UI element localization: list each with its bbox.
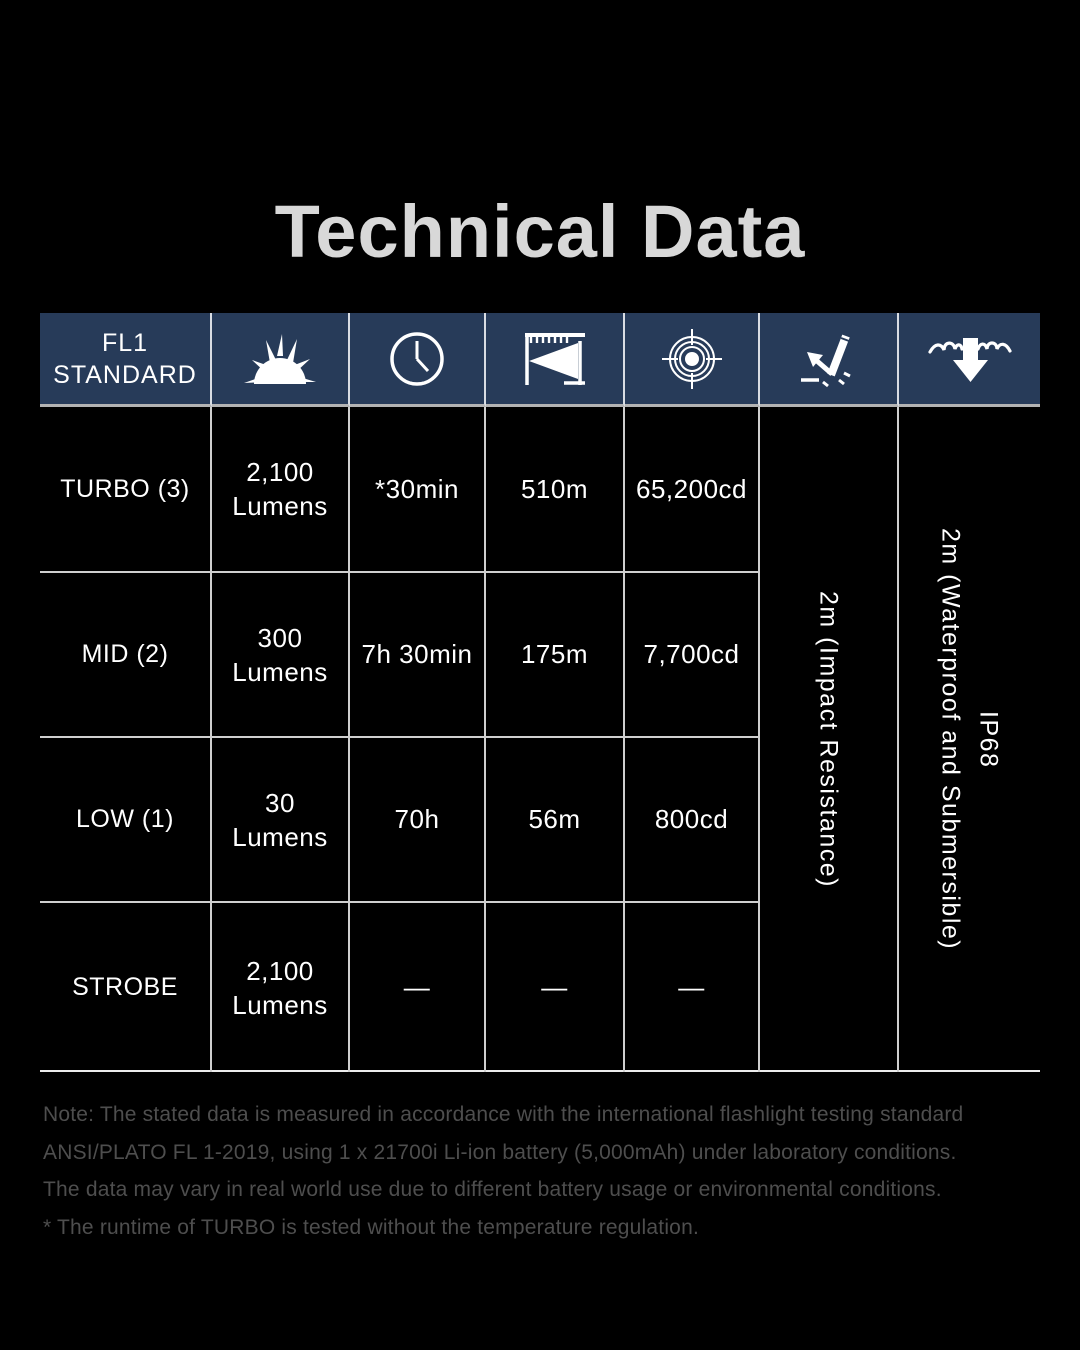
lumens-value: 300 [257,622,303,653]
brightness-icon [242,332,318,386]
runtime-cell: — [350,903,486,1072]
lumens-unit: Lumens [232,656,328,687]
distance-cell: 56m [486,738,625,903]
note-line-3: The data may vary in real world use due to different battery usage or environmental conditions. [43,1178,942,1201]
header-waterproof [899,313,1040,407]
waterproof-icon [928,330,1012,388]
lumens-value: 2,100 [246,955,314,986]
note-line-1: Note: The stated data is measured in accordance with the international flashlight testing standard [43,1103,964,1126]
distance-cell: 175m [486,573,625,738]
header-brightness [212,313,350,407]
lumens-cell [212,573,350,738]
runtime-cell: 7h 30min [350,573,486,738]
lumens-unit: Lumens [232,821,328,852]
intensity-cell: 800cd [625,738,760,903]
distance-cell: — [486,903,625,1072]
intensity-cell: 7,700cd [625,573,760,738]
header-beam-intensity [625,313,760,407]
intensity-cell: 65,200cd [625,407,760,573]
mode-label: TURBO (3) [40,407,212,573]
runtime-cell: *30min [350,407,486,573]
waterproof-cell [899,407,1040,1072]
distance-cell: 510m [486,407,625,573]
page-title: Technical Data [274,190,806,273]
note-line-4: * The runtime of TURBO is tested without the temperature regulation. [43,1215,699,1239]
lumens-cell [212,903,350,1072]
runtime-icon [388,330,446,388]
header-runtime [350,313,486,407]
lumens-value: 2,100 [246,457,314,487]
fl1-label-line2: STANDARD [53,360,197,389]
lumens-value: 30 [265,787,295,818]
mode-label: LOW (1) [40,738,212,903]
waterproof-rating: IP68 [974,710,1003,769]
lumens-cell [212,407,350,573]
waterproof-description: 2m (Waterproof and Submersible) [936,528,965,951]
impact-resistance-text: 2m (Impact Resistance) [814,591,843,888]
technical-data-table [40,313,1040,1072]
lumens-unit: Lumens [232,491,328,521]
waterproof-text [932,528,1008,950]
beam-distance-icon [524,331,586,387]
footnotes [43,1096,1048,1246]
intensity-cell: — [625,903,760,1072]
mode-label: STROBE [40,903,212,1072]
impact-resistance-icon [797,330,861,388]
header-impact-resistance [760,313,899,407]
beam-intensity-icon [661,328,723,390]
lumens-cell [212,738,350,903]
runtime-cell: 70h [350,738,486,903]
impact-resistance-cell [760,407,899,1072]
header-beam-distance [486,313,625,407]
lumens-unit: Lumens [232,989,328,1020]
note-line-2: ANSI/PLATO FL 1-2019, using 1 x 21700i Li-ion battery (5,000mAh) under laboratory conditions. [43,1140,957,1164]
mode-label: MID (2) [40,573,212,738]
fl1-label-line1: FL1 [101,328,149,357]
header-fl1-standard [40,313,212,407]
